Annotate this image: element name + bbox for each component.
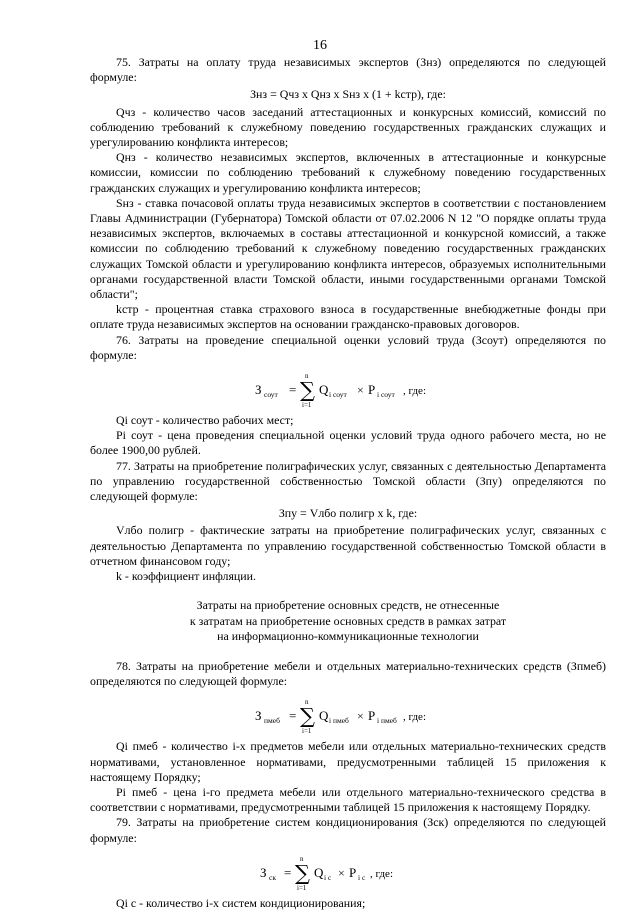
svg-text:×: × (357, 709, 364, 724)
formula-lhs-sub: соут (264, 390, 278, 400)
heading-line: к затратам на приобретение основных средств в рамках затрат (189, 613, 507, 628)
clause-75-intro: 75. Затраты на оплату труда независимых экспертов (Знз) определяются по следующей формуле: (90, 55, 606, 85)
svg-text:i пмеб: i пмеб (329, 716, 349, 726)
sum-bottom: i=1 (302, 401, 312, 410)
svg-text:n: n (300, 854, 304, 863)
svg-text:n: n (305, 698, 309, 707)
svg-text:, где:: , где: (370, 867, 393, 880)
definition: Pi соут - цена проведения специальной оценки условий труда одного рабочего места, но не более 1900,00 рублей. (90, 428, 606, 458)
svg-text:Q: Q (319, 382, 329, 398)
svg-text:=: = (289, 382, 297, 398)
svg-text:×: × (357, 383, 364, 398)
formula-76 (90, 369, 606, 409)
svg-text:пмеб: пмеб (264, 716, 280, 726)
sum-top: n (305, 372, 309, 381)
svg-text:P: P (368, 708, 376, 724)
definition: Vлбо полигр - фактические затраты на приобретение полиграфических услуг, связанных с деятельностью Департамента по управлению государственной собственностью Томской области в отчетном финансовом году; (90, 523, 606, 568)
svg-text:i с: i с (324, 872, 332, 882)
section-heading (90, 598, 606, 644)
formula-79 (90, 852, 606, 892)
definition: Sнз - ставка почасовой оплаты труда независимых экспертов в соответствии с постановлением Главы Администрации (Губернатора) Томской области от 07.02.2006 N 12 "О порядке оплаты труда независимых экспертов, включаемых в составы аттестационной и конкурсной комиссий, а также комиссии по соблюдению требований к служебному поведению государственных гражданских служащих Томской области и урегулированию конфликта интересов, образуемых исполнительными органами государственной власти Томской области, иными государственными органами Томской области"; (90, 195, 606, 302)
svg-text:З: З (260, 864, 267, 880)
svg-text:i с: i с (358, 872, 366, 882)
svg-text:Q: Q (319, 708, 329, 724)
definition: k - коэффициент инфляции. (116, 569, 256, 584)
page-content (90, 55, 606, 911)
definition: Qi соут - количество рабочих мест; (116, 413, 294, 428)
sum-formula-78 (253, 695, 443, 735)
clause-77-intro: 77. Затраты на приобретение полиграфических услуг, связанных с деятельностью Департамента по управлению государственной собственностью Томской области (Зпу) определяются по следующей формуле: (90, 458, 606, 504)
svg-text:=: = (289, 708, 297, 724)
svg-text:, где:: , где: (403, 385, 426, 398)
svg-text:=: = (284, 864, 292, 880)
page-number: 16 (313, 38, 327, 53)
definition: Pi пмеб - цена i-го предмета мебели или отдельного материально-технического средства в соответствии с нормативами, предусмотренными таблицей 15 приложения к настоящему Порядку. (90, 784, 606, 815)
svg-text:i соут: i соут (329, 390, 347, 400)
sigma-icon: ∑ (295, 860, 310, 885)
formula-lhs: З (255, 382, 262, 398)
sum-formula-79 (258, 852, 438, 892)
svg-text:i пмеб: i пмеб (377, 716, 397, 726)
svg-text:i=1: i=1 (302, 727, 312, 736)
clause-76-intro: 76. Затраты на проведение специальной оценки условий труда (Зсоут) определяются по формуле: (90, 332, 606, 362)
svg-text:Q: Q (314, 864, 324, 880)
svg-text:З: З (255, 708, 262, 724)
heading-line: на информационно-коммуникационные технологии (217, 628, 479, 643)
sigma-icon: ∑ (300, 378, 315, 403)
clause-79-intro: 79. Затраты на приобретение систем кондиционирования (Зск) определяются по следующей формуле: (90, 815, 606, 845)
definition: Qi пмеб - количество i-х предметов мебели или отдельных материально-технических средств нормативами, установленное нормативами, предусмотренными таблицей 15 приложения к настоящему Порядку; (90, 739, 606, 784)
svg-text:i=1: i=1 (297, 883, 307, 892)
formula-77: Зпу = Vлбо полигр х k, где: (278, 506, 418, 521)
clause-78-intro: 78. Затраты на приобретение мебели и отдельных материально-технических средств (Зпмеб) определяются по следующей формуле: (90, 658, 606, 689)
svg-text:ск: ск (269, 872, 276, 882)
definition: Qi c - количество i-х систем кондиционирования; (116, 895, 366, 910)
svg-text:×: × (338, 865, 345, 880)
svg-text:P: P (349, 864, 357, 880)
svg-text:P: P (368, 382, 376, 398)
definition: Qнз - количество независимых экспертов, включенных в аттестационные и конкурсные комиссии, комиссии по соблюдению требований к служебному поведению государственных гражданских служащих и урегулированию конфликта интересов; (90, 150, 606, 195)
definition: kстр - процентная ставка страхового взноса в государственные внебюджетные фонды при оплате труда независимых экспертов на основании гражданско-правовых договоров. (90, 302, 606, 332)
formula-78 (90, 695, 606, 735)
svg-text:i соут: i соут (377, 390, 395, 400)
sum-formula-76 (253, 369, 443, 409)
svg-text:, где:: , где: (403, 711, 426, 724)
formula-75: Знз = Qчз х Qнз х Sнз х (1 + kстр), где: (250, 87, 446, 102)
definition: Qчз - количество часов заседаний аттестационных и конкурсных комиссий, комиссий по соблюдению требований к служебному поведению государственных гражданских служащих и урегулированию конфликта интересов; (90, 104, 606, 150)
sigma-icon: ∑ (300, 704, 315, 729)
heading-line: Затраты на приобретение основных средств, не отнесенные (196, 598, 500, 613)
